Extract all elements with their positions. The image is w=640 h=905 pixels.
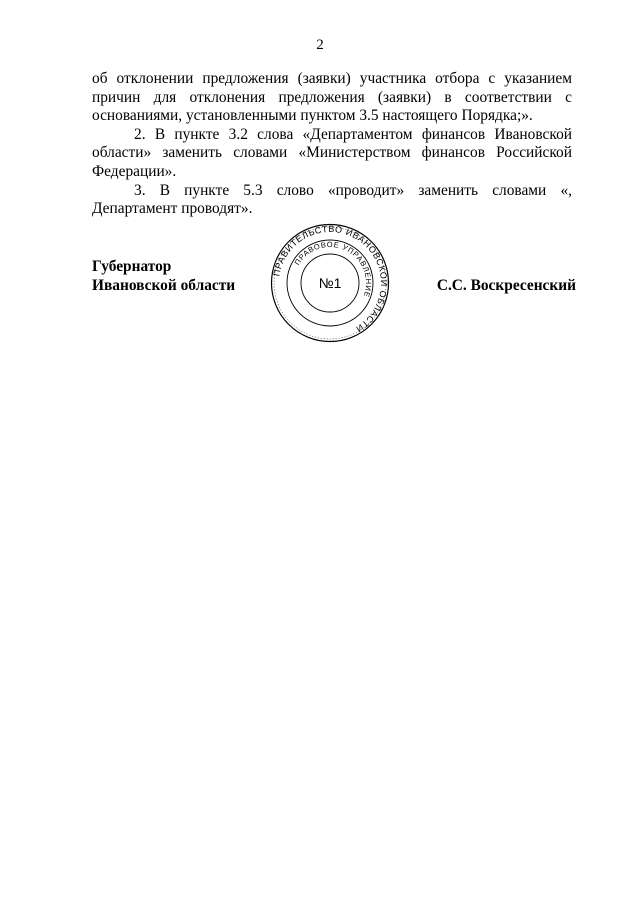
paragraph-item-2: 2. В пункте 3.2 слова «Департаментом финансов Ивановской области» заменить словами «Министерством финансов Российской Федерации». [92, 125, 572, 180]
document-body [92, 70, 572, 219]
page-number: 2 [316, 37, 324, 53]
seal-graphic [269, 222, 391, 344]
signatory-name: С.С. Воскресенский [436, 276, 576, 294]
paragraph-item-3: 3. В пункте 5.3 слово «проводит» заменить словами «, Департамент проводят». [92, 181, 572, 218]
signatory-title-line2: Ивановской области [92, 276, 236, 294]
seal-inner-text: ПРАВОВОЕ УПРАВЛЕНИЕ [292, 239, 374, 299]
paragraph-continuation: об отклонении предложения (заявки) участника отбора с указанием причин для отклонения предложения (заявки) в соответствии с основаниями, установленными пунктом 3.5 настоящего Порядка;». [92, 70, 572, 125]
seal-outer-text: ПРАВИТЕЛЬСТВО ИВАНОВСКОЙ ОБЛАСТИ [271, 223, 390, 335]
signatory-title [92, 258, 235, 295]
signatory-title-line1: Губернатор [92, 258, 172, 275]
seal-number: №1 [318, 275, 342, 291]
official-seal-stamp [269, 222, 391, 344]
